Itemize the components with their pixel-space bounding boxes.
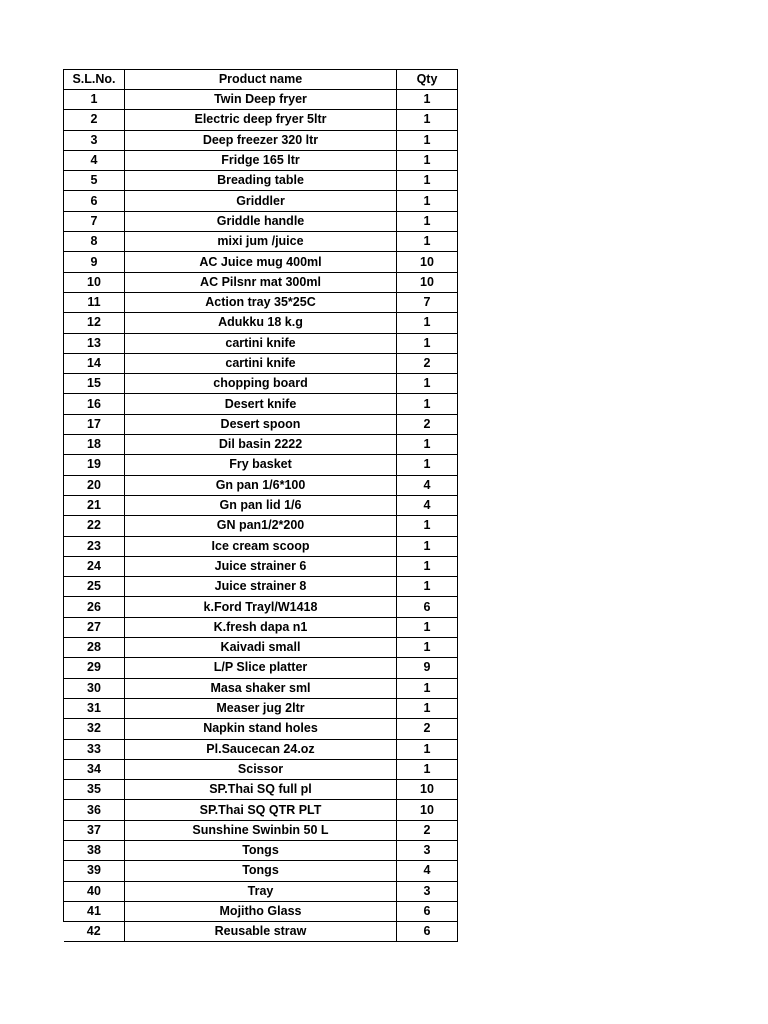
product-name-cell: Masa shaker sml (125, 678, 397, 698)
qty-cell: 1 (397, 617, 458, 637)
sl-no-cell: 41 (64, 901, 125, 921)
sl-no-cell: 33 (64, 739, 125, 759)
table-row (64, 313, 458, 333)
product-name-cell: Electric deep fryer 5ltr (125, 110, 397, 130)
header-product-name: Product name (125, 70, 397, 90)
table-row (64, 536, 458, 556)
sl-no-cell: 8 (64, 232, 125, 252)
product-name-cell: Reusable straw (125, 922, 397, 942)
table-row (64, 719, 458, 739)
table-row (64, 698, 458, 718)
table-row (64, 171, 458, 191)
qty-cell: 10 (397, 252, 458, 272)
table-row (64, 455, 458, 475)
table-row (64, 658, 458, 678)
sl-no-cell: 4 (64, 150, 125, 170)
product-name-cell: mixi jum /juice (125, 232, 397, 252)
qty-cell: 3 (397, 881, 458, 901)
header-qty: Qty (397, 70, 458, 90)
product-name-cell: Action tray 35*25C (125, 292, 397, 312)
product-name-cell: SP.Thai SQ full pl (125, 780, 397, 800)
qty-cell: 10 (397, 780, 458, 800)
sl-no-cell: 23 (64, 536, 125, 556)
product-name-cell: Desert spoon (125, 414, 397, 434)
table-body (64, 90, 458, 942)
table-row (64, 353, 458, 373)
table-row (64, 800, 458, 820)
sl-no-cell: 34 (64, 759, 125, 779)
product-name-cell: Twin Deep fryer (125, 90, 397, 110)
sl-no-cell: 11 (64, 292, 125, 312)
qty-cell: 4 (397, 861, 458, 881)
product-name-cell: Griddle handle (125, 211, 397, 231)
product-name-cell: Scissor (125, 759, 397, 779)
sl-no-cell: 15 (64, 374, 125, 394)
table-row (64, 333, 458, 353)
qty-cell: 6 (397, 901, 458, 921)
table-row (64, 759, 458, 779)
qty-cell: 1 (397, 191, 458, 211)
table-row (64, 211, 458, 231)
table-row (64, 150, 458, 170)
table-row (64, 435, 458, 455)
qty-cell: 1 (397, 211, 458, 231)
sl-no-cell: 5 (64, 171, 125, 191)
product-name-cell: Fry basket (125, 455, 397, 475)
product-name-cell: Juice strainer 8 (125, 577, 397, 597)
qty-cell: 6 (397, 922, 458, 942)
sl-no-cell: 37 (64, 820, 125, 840)
product-name-cell: Adukku 18 k.g (125, 313, 397, 333)
qty-cell: 1 (397, 232, 458, 252)
table-row (64, 272, 458, 292)
qty-cell: 10 (397, 272, 458, 292)
qty-cell: 1 (397, 739, 458, 759)
product-name-cell: k.Ford Trayl/W1418 (125, 597, 397, 617)
qty-cell: 1 (397, 638, 458, 658)
table-row (64, 90, 458, 110)
qty-cell: 1 (397, 536, 458, 556)
table-row (64, 374, 458, 394)
qty-cell: 1 (397, 90, 458, 110)
table-row (64, 394, 458, 414)
sl-no-cell: 42 (64, 922, 125, 942)
table-row (64, 678, 458, 698)
product-name-cell: K.fresh dapa n1 (125, 617, 397, 637)
sl-no-cell: 3 (64, 130, 125, 150)
qty-cell: 1 (397, 759, 458, 779)
table-row (64, 130, 458, 150)
qty-cell: 1 (397, 333, 458, 353)
qty-cell: 2 (397, 353, 458, 373)
sl-no-cell: 24 (64, 556, 125, 576)
table-row (64, 597, 458, 617)
header-row (64, 70, 458, 90)
sl-no-cell: 22 (64, 516, 125, 536)
sl-no-cell: 19 (64, 455, 125, 475)
qty-cell: 10 (397, 800, 458, 820)
qty-cell: 1 (397, 130, 458, 150)
product-name-cell: AC Juice mug 400ml (125, 252, 397, 272)
qty-cell: 1 (397, 516, 458, 536)
table-row (64, 475, 458, 495)
sl-no-cell: 30 (64, 678, 125, 698)
table-row (64, 495, 458, 515)
table-row (64, 414, 458, 434)
sl-no-cell: 32 (64, 719, 125, 739)
table-row (64, 820, 458, 840)
table-row (64, 577, 458, 597)
table-header (64, 70, 458, 90)
qty-cell: 1 (397, 556, 458, 576)
product-name-cell: Gn pan lid 1/6 (125, 495, 397, 515)
sl-no-cell: 14 (64, 353, 125, 373)
qty-cell: 2 (397, 719, 458, 739)
sl-no-cell: 18 (64, 435, 125, 455)
product-name-cell: Sunshine Swinbin 50 L (125, 820, 397, 840)
sl-no-cell: 31 (64, 698, 125, 718)
qty-cell: 1 (397, 150, 458, 170)
sl-no-cell: 39 (64, 861, 125, 881)
sl-no-cell: 17 (64, 414, 125, 434)
table-row (64, 191, 458, 211)
product-name-cell: GN pan1/2*200 (125, 516, 397, 536)
product-name-cell: cartini knife (125, 333, 397, 353)
product-name-cell: Tongs (125, 861, 397, 881)
qty-cell: 1 (397, 374, 458, 394)
product-name-cell: Griddler (125, 191, 397, 211)
product-name-cell: cartini knife (125, 353, 397, 373)
sl-no-cell: 28 (64, 638, 125, 658)
sl-no-cell: 13 (64, 333, 125, 353)
product-name-cell: Deep freezer 320 ltr (125, 130, 397, 150)
qty-cell: 9 (397, 658, 458, 678)
sl-no-cell: 16 (64, 394, 125, 414)
sl-no-cell: 21 (64, 495, 125, 515)
product-name-cell: Ice cream scoop (125, 536, 397, 556)
sl-no-cell: 10 (64, 272, 125, 292)
product-name-cell: Desert knife (125, 394, 397, 414)
table-row (64, 881, 458, 901)
inventory-sheet (63, 69, 457, 942)
product-name-cell: Gn pan 1/6*100 (125, 475, 397, 495)
product-name-cell: Pl.Saucecan 24.oz (125, 739, 397, 759)
qty-cell: 1 (397, 455, 458, 475)
product-name-cell: Tray (125, 881, 397, 901)
sl-no-cell: 27 (64, 617, 125, 637)
product-name-cell: Kaivadi small (125, 638, 397, 658)
sl-no-cell: 25 (64, 577, 125, 597)
product-name-cell: L/P Slice platter (125, 658, 397, 678)
sl-no-cell: 7 (64, 211, 125, 231)
table-row (64, 861, 458, 881)
product-name-cell: Dil basin 2222 (125, 435, 397, 455)
product-name-cell: Tongs (125, 840, 397, 860)
qty-cell: 6 (397, 597, 458, 617)
qty-cell: 4 (397, 475, 458, 495)
qty-cell: 7 (397, 292, 458, 312)
sl-no-cell: 35 (64, 780, 125, 800)
table-row (64, 232, 458, 252)
sl-no-cell: 2 (64, 110, 125, 130)
table-row (64, 292, 458, 312)
qty-cell: 2 (397, 820, 458, 840)
sl-no-cell: 40 (64, 881, 125, 901)
sl-no-cell: 29 (64, 658, 125, 678)
qty-cell: 1 (397, 678, 458, 698)
table-row (64, 840, 458, 860)
table-row (64, 922, 458, 942)
product-name-cell: Fridge 165 ltr (125, 150, 397, 170)
table-row (64, 110, 458, 130)
qty-cell: 1 (397, 698, 458, 718)
product-name-cell: SP.Thai SQ QTR PLT (125, 800, 397, 820)
sl-no-cell: 26 (64, 597, 125, 617)
sl-no-cell: 12 (64, 313, 125, 333)
table-row (64, 617, 458, 637)
table-row (64, 901, 458, 921)
qty-cell: 1 (397, 171, 458, 191)
qty-cell: 1 (397, 313, 458, 333)
sl-no-cell: 36 (64, 800, 125, 820)
table-row (64, 252, 458, 272)
product-name-cell: Breading table (125, 171, 397, 191)
qty-cell: 1 (397, 577, 458, 597)
inventory-table (63, 69, 458, 942)
sl-no-cell: 6 (64, 191, 125, 211)
qty-cell: 1 (397, 435, 458, 455)
qty-cell: 4 (397, 495, 458, 515)
sl-no-cell: 38 (64, 840, 125, 860)
qty-cell: 1 (397, 394, 458, 414)
table-row (64, 739, 458, 759)
table-row (64, 516, 458, 536)
product-name-cell: Measer jug 2ltr (125, 698, 397, 718)
header-sl-no: S.L.No. (64, 70, 125, 90)
qty-cell: 3 (397, 840, 458, 860)
table-row (64, 780, 458, 800)
product-name-cell: chopping board (125, 374, 397, 394)
qty-cell: 1 (397, 110, 458, 130)
product-name-cell: AC Pilsnr mat 300ml (125, 272, 397, 292)
table-row (64, 638, 458, 658)
product-name-cell: Mojitho Glass (125, 901, 397, 921)
product-name-cell: Juice strainer 6 (125, 556, 397, 576)
sl-no-cell: 20 (64, 475, 125, 495)
qty-cell: 2 (397, 414, 458, 434)
table-row (64, 556, 458, 576)
sl-no-cell: 9 (64, 252, 125, 272)
product-name-cell: Napkin stand holes (125, 719, 397, 739)
sl-no-cell: 1 (64, 90, 125, 110)
